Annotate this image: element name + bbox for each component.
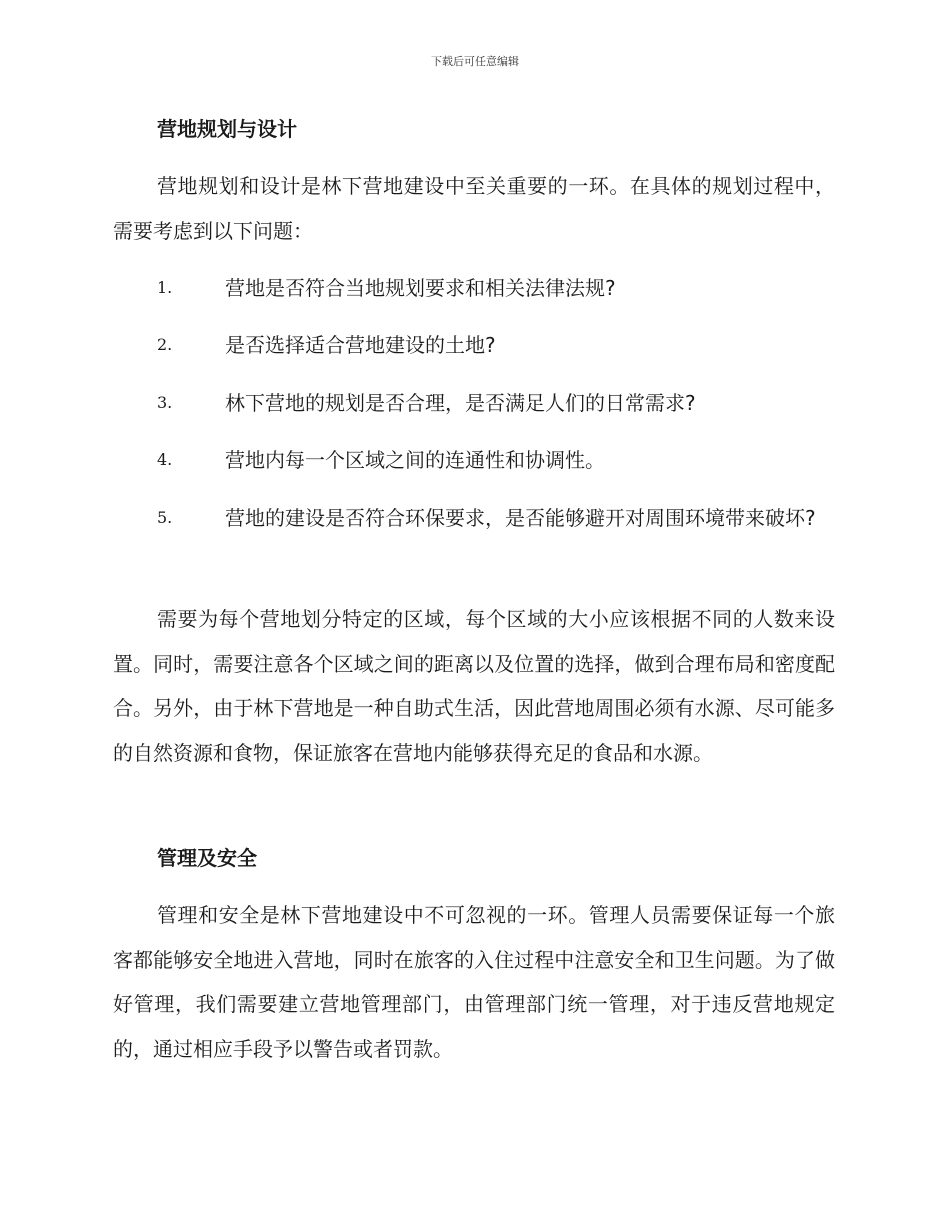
page-header: 下载后可任意编辑: [431, 55, 519, 68]
list-item-text: 营地的建设是否符合环保要求，是否能够避开对周围环境带来破坏?: [225, 506, 816, 530]
list-item: [113, 266, 835, 311]
list-item: [113, 381, 835, 426]
list-item: [113, 323, 835, 368]
list-item-text: 林下营地的规划是否合理，是否满足人们的日常需求?: [225, 391, 696, 415]
list-item-number: 5.: [157, 508, 173, 527]
list-item-text: 是否选择适合营地建设的土地?: [225, 333, 496, 357]
list-item-number: 3.: [157, 393, 173, 412]
list-item-text: 营地内每一个区域之间的连通性和协调性。: [225, 448, 605, 472]
list-item-number: 4.: [157, 450, 173, 469]
list-item-number: 2.: [157, 335, 173, 354]
section-heading-management: 管理及安全: [157, 846, 257, 870]
management-body-paragraph: 管理和安全是林下营地建设中不可忽视的一环。管理人员需要保证每一个旅客都能够安全地进入营地，同时在旅客的入住过程中注意安全和卫生问题。为了做好管理，我们需要建立营地管理部门，由管理部门统一管理，对于违反营地规定的，通过相应手段予以警告或者罚款。: [113, 903, 835, 1062]
planning-intro-paragraph: 营地规划和设计是林下营地建设中至关重要的一环。在具体的规划过程中，需要考虑到以下问题：: [113, 174, 835, 243]
planning-body-paragraph: 需要为每个营地划分特定的区域，每个区域的大小应该根据不同的人数来设置。同时，需要注意各个区域之间的距离以及位置的选择，做到合理布局和密度配合。另外，由于林下营地是一种自助式生活，因此营地周围必须有水源、尽可能多的自然资源和食物，保证旅客在营地内能够获得充足的食品和水源。: [113, 607, 835, 766]
list-item: [113, 496, 835, 541]
section-heading-planning: 营地规划与设计: [157, 117, 297, 141]
list-item: [113, 438, 835, 483]
list-item-text: 营地是否符合当地规划要求和相关法律法规?: [225, 276, 616, 300]
list-item-number: 1.: [157, 278, 173, 297]
